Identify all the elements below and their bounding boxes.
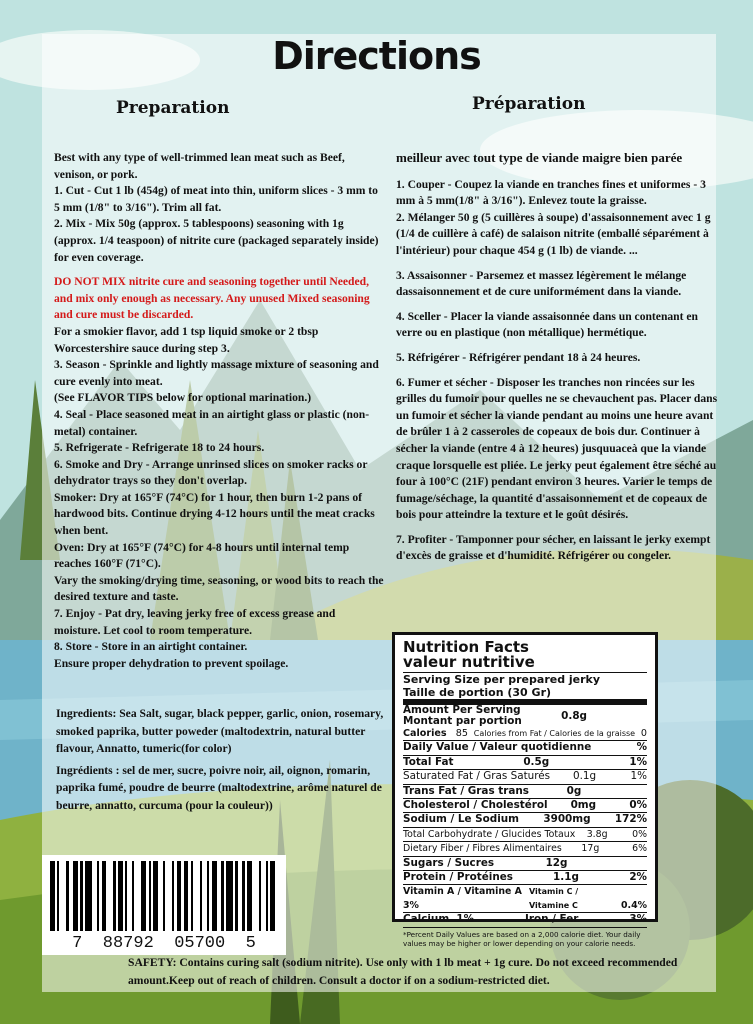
vitamin-c: Vitamin C / Vitamine C [529, 887, 579, 910]
nutrient-percent: 1% [629, 755, 647, 768]
fr-step-couper: 1. Couper - Coupez la viande en tranches fines et uniformes - 3 mm à 5 mm(1/8" à 3/16"). Enlevez toute la graisse. [396, 177, 706, 208]
barcode-stripe [59, 861, 66, 931]
amount-row [403, 705, 647, 727]
barcode-stripe [226, 861, 233, 931]
heading-english: Preparation [116, 98, 230, 118]
barcode-stripe [275, 861, 277, 931]
nutrient-rows [403, 756, 647, 886]
calories-fat-label: Calories from Fat / Calories de la graisse [473, 729, 636, 738]
calories-row [403, 727, 647, 741]
barcode-stripe [85, 861, 92, 931]
barcode-digits: 7 88792 05700 5 [72, 934, 256, 953]
nutrient-percent: 1% [630, 770, 647, 783]
step-cut: 1. Cut - Cut 1 lb (454g) of meat into thin, uniform slices - 3 mm to 5 mm (1/8" to 3/16"). Trim all fat. [54, 184, 378, 214]
oven-instructions: Oven: Dry at 165°F (74°C) for 4-8 hours until internal temp reaches 160°F (71°C). [54, 540, 350, 571]
step-season: 3. Season - Sprinkle and lightly massage mixture of seasoning and cure evenly into meat. [54, 358, 379, 388]
vitamin-row [403, 885, 647, 913]
nutrient-row [403, 785, 647, 799]
intro-paragraph: Best with any type of well-trimmed lean meat such as Beef, venison, or pork. [54, 151, 345, 181]
french-intro: meilleur avec tout type de viande maigre bien parée [396, 150, 683, 165]
nutrient-amount: 0mg [570, 799, 597, 812]
cure-warning: DO NOT MIX nitrite cure and seasoning together until Needed, and mix only enough as necessary. Any unused Mixed seasoning and cure must be discarded. [54, 275, 370, 322]
barcode-stripe [134, 861, 141, 931]
nutrition-title: Nutrition Facts [403, 638, 529, 656]
nutrient-amount: 3.8g [586, 828, 608, 840]
step-smoke-dry: 6. Smoke and Dry - Arrange unrinsed slices on smoker racks or dehydrator trays so they don't overlap. [54, 457, 368, 488]
serving-size-fr: Taille de portion (30 Gr) [403, 686, 647, 705]
iron-pct: 3% [629, 913, 647, 926]
calories-fat-value: 0 [640, 728, 647, 739]
flavor-tips-note: (See FLAVOR TIPS below for optional marination.) [54, 391, 312, 405]
barcode-stripe [193, 861, 200, 931]
barcode-stripe [165, 861, 172, 931]
ingredients-french: Ingrédients : sel de mer, sucre, poivre noir, ail, oignon, romarin, paprika fumé, poudre de beurre (maltodextrine, arôme naturel de beurre, annatto, curcuma (pour la couleur)) [56, 763, 382, 812]
vary-note: Vary the smoking/drying time, seasoning, or wood bits to reach the desired texture and taste. [54, 573, 384, 604]
nutrition-title-fr: valeur nutritive [403, 655, 647, 673]
heading-french: Préparation [472, 94, 586, 114]
nutrient-percent: 6% [632, 843, 647, 855]
amount-label: Amount Per Serving [403, 704, 521, 716]
calories-value: 85 [455, 728, 469, 739]
barcode [42, 855, 286, 955]
nutrient-label: Saturated Fat / Gras Saturés [403, 770, 551, 783]
nutrient-label: Trans Fat / Gras trans [403, 784, 529, 797]
dehydration-note: Ensure proper dehydration to prevent spoilage. [54, 656, 289, 670]
amount-label-fr: Montant par portion [403, 715, 522, 727]
nutrient-row [403, 813, 647, 827]
nutrient-row [403, 756, 647, 770]
step-store: 8. Store - Store in an airtight container. [54, 640, 248, 654]
nutrient-percent: 0% [629, 799, 647, 812]
nutrient-percent: 2% [629, 871, 647, 884]
fr-step-fumer: 6. Fumer et sécher - Disposer les tranches non rincées sur les grilles du fumoir pour quelles ne se chevauchent pas. Placer dans un fumoir et sécher la viande pendant au moins une heure avant de brûler 1 à 2 casseroles de copeaux de bois dur. Continuer à sécher la viande (entre 4 à 12 heures) jusquuaceà que la viande craque lorsquelle est pliée. Le jerky peut également être séché au four à 100°C (21F) pendant environ 3 heures. Varier le temps de fumage/séchage, la quantité d'assaisonnement et de copeaux de bois pour atteindre la texture et le goût désirés. [396, 375, 718, 522]
daily-value-label: Daily Value / Valeur quotidienne [403, 741, 592, 754]
nutrient-row [403, 770, 647, 784]
daily-value-unit: % [636, 741, 647, 754]
serving-size: Serving Size per prepared jerky [403, 673, 601, 686]
smoker-instructions: Smoker: Dry at 165°F (74°C) for 1 hour, then burn 1-2 pans of hardwood bits. Continue drying 4-12 hours until the meat cracks when bent. [54, 490, 375, 538]
barcode-stripe [106, 861, 113, 931]
fr-step-sceller: 4. Sceller - Placer la viande assaisonnée dans un contenant en verre ou en plastique (non métallique) hermétique. [396, 309, 698, 340]
nutrient-label: Total Fat [403, 755, 454, 768]
nutrient-row [403, 857, 647, 871]
nutrient-percent: 172% [614, 813, 647, 826]
calcium-pct: 1% [456, 913, 475, 926]
nutrient-amount: 17g [581, 843, 600, 855]
calcium-label: Calcium [403, 913, 450, 926]
smokier-tip: For a smokier flavor, add 1 tsp liquid smoke or 2 tbsp Worcestershire sauce during step 3. [54, 324, 319, 355]
nutrient-row [403, 842, 647, 856]
nutrient-amount: 0.5g [523, 755, 550, 768]
nutrient-percent: 0% [632, 828, 647, 840]
step-refrigerate: 5. Refrigerate - Refrigerate 18 to 24 hours. [54, 441, 265, 455]
nutrient-row [403, 799, 647, 813]
nutrient-label: Cholesterol / Cholestérol [403, 799, 548, 812]
ingredients-english: Ingredients: Sea Salt, sugar, black pepper, garlic, onion, rosemary, smoked paprika, butter poweder (maltodextrin, natural butter flavour, Annatto, tumeric(for color) [56, 707, 384, 756]
nutrient-amount: 0g [566, 784, 582, 797]
step-mix: 2. Mix - Mix 50g (approx. 5 tablespoons) seasoning with 1g (approx. 1/4 teaspoon) of nitrite cure (packaged separately inside) for even coverage. [54, 217, 379, 264]
barcode-stripe [252, 861, 259, 931]
iron-label: Iron / Fer [525, 913, 579, 926]
english-directions [54, 150, 384, 672]
nutrient-label: Sodium / Le Sodium [403, 813, 520, 826]
minerals-row [403, 913, 647, 927]
french-directions [396, 150, 722, 565]
fr-step-profiter: 7. Profiter - Tamponner pour sécher, en laissant le jerky exempt d'excès de graisse et d'humidité. Réfrigérer ou congeler. [396, 532, 711, 563]
vitamin-a: Vitamin A / Vitamine A 3% [403, 886, 522, 911]
page-title: Directions [272, 34, 481, 78]
daily-value-header [403, 741, 647, 755]
calories-label: Calories [403, 728, 447, 739]
step-seal: 4. Seal - Place seasoned meat in an airtight glass or plastic (non-metal) container. [54, 407, 370, 438]
nutrition-footnote: *Percent Daily Values are based on a 2,000 calorie diet. Your daily values may be higher or lower depending on your calorie needs. [403, 929, 641, 948]
nutrient-amount: 0.1g [572, 770, 597, 783]
nutrition-facts-panel [392, 632, 658, 948]
nutrient-label: Dietary Fiber / Fibres Alimentaires [403, 843, 562, 855]
nutrient-row [403, 828, 647, 842]
fr-step-refrigerer: 5. Réfrigérer - Réfrigérer pendant 18 à 24 heures. [396, 350, 641, 364]
fr-step-assaisonner: 3. Assaisonner - Parsemez et massez légèrement le mélange dassaisonnement et de cure uniformément dans la viande. [396, 268, 687, 299]
amount-value: 0.8g [561, 709, 587, 722]
step-enjoy: 7. Enjoy - Pat dry, leaving jerky free of excess grease and moisture. Let cool to room temperature. [54, 607, 336, 637]
nutrient-amount: 1.1g [553, 871, 579, 884]
nutrient-amount: 12g [545, 856, 568, 869]
fr-step-melanger: 2. Mélanger 50 g (5 cuillères à soupe) d'assaisonnement avec 1 g (1/4 de cuillère à café) de salaison nitrite (emballé séparément à l'intérieur) pour chaque 454 g (1 lb) de viande. ... [396, 210, 711, 257]
nutrient-label: Total Carbohydrate / Glucides Totaux [403, 828, 576, 840]
vitamin-c-pct: 0.4% [620, 899, 647, 911]
safety-warning: SAFETY: Contains curing salt (sodium nitrite). Use only with 1 lb meat + 1g cure. Do not exceed recommended amount.Keep out of reach of children. Consult a doctor if on a sodium-restricted diet. [128, 956, 678, 987]
ingredients-block [56, 705, 386, 819]
nutrient-label: Sugars / Sucres [403, 856, 495, 869]
nutrient-amount: 3900mg [543, 813, 591, 826]
nutrient-row [403, 871, 647, 885]
barcode-bars [50, 861, 278, 931]
nutrient-label: Protein / Protéines [403, 871, 513, 884]
